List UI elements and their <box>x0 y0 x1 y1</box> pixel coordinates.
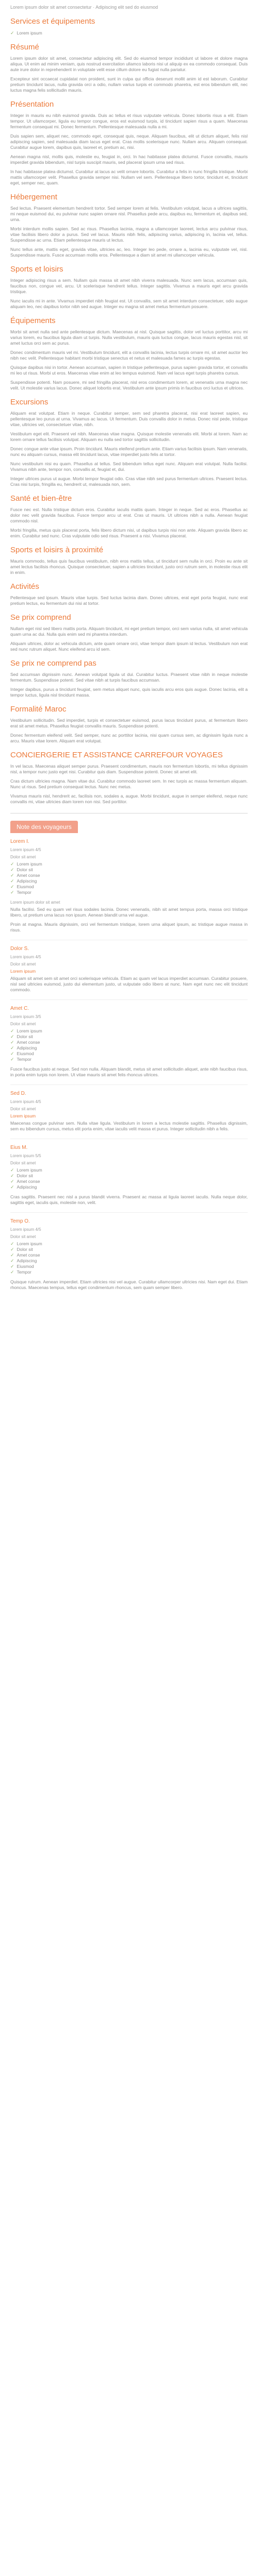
list-item <box>10 1040 248 1045</box>
check-icon: ✓ <box>10 867 14 872</box>
paragraph: Nunc tellus ante, mattis eget, gravida vitae, ultricies ac, leo. Integer leo pede, ornare a, lacinia eu, vulputate vel, nisl. Suspendisse mauris. Fusce accumsan mollis eros. Pellentesque a diam sit amet mi ullamcorper vehicula. <box>10 247 248 258</box>
section-title: Sports et loisirs à proximité <box>10 546 104 554</box>
list-item <box>10 1269 248 1275</box>
review-meta: Lorem ipsum 4/5 <box>10 1099 41 1104</box>
section-equipements <box>10 316 248 391</box>
list-item <box>10 1179 248 1184</box>
check-icon: ✓ <box>10 1252 14 1258</box>
paragraph: Suspendisse potenti. Nam posuere, mi sed fringilla placerat, nisl eros condimentum lorem, at venenatis urna magna nec velit. Ut molestie varius lacus. Donec aliquet lobortis erat. Vestibulum ante ipsum primis in faucibus orci luctus et ultrices. <box>10 380 248 391</box>
paragraph: Mauris commodo, tellus quis faucibus vestibulum, nibh eros mattis tellus, ut tincidunt sem nulla in orci. Proin eu ante sit amet lectus facilisis rhoncus. Quisque consectetuer, sapien a ultricies tincidunt, justo orci rutrum sem, in molestie risus elit in enim. <box>10 558 248 575</box>
check-icon: ✓ <box>10 1179 14 1184</box>
reviewer-name: Lorem I. <box>10 839 29 844</box>
list-item <box>10 873 248 878</box>
list-item <box>10 1258 248 1264</box>
list-item-label: Dolor sit <box>17 867 33 872</box>
review-meta: Dolor sit amet <box>10 1022 36 1026</box>
check-icon: ✓ <box>10 1241 14 1246</box>
paragraph: Vestibulum sollicitudin. Sed imperdiet, turpis et consectetuer euismod, purus lacus tincidunt purus, at fermentum libero erat sit amet metus. Phasellus feugiat convallis mauris. Suspendisse potenti. <box>10 718 248 728</box>
reviewer-name: Amet C. <box>10 1006 29 1011</box>
divider <box>10 813 248 814</box>
list-item <box>10 1057 248 1062</box>
review-meta: Dolor sit amet <box>10 962 36 967</box>
list-item-label: Adipiscing <box>17 1184 37 1190</box>
list-item-label: Tempor <box>17 1269 31 1275</box>
list-item <box>10 1264 248 1269</box>
section-sports-et-loisirs <box>10 264 248 310</box>
list-item-label: Dolor sit <box>17 1247 33 1252</box>
list-item <box>10 1184 248 1190</box>
list-item <box>10 878 248 884</box>
check-icon: ✓ <box>10 1269 14 1275</box>
check-icon: ✓ <box>10 1028 14 1033</box>
section-activites <box>10 582 248 606</box>
paragraph: Morbi sit amet nulla sed ante pellentesque dictum. Maecenas at nisl. Quisque sagittis, dolor vel luctus porttitor, arcu mi varius lorem, eu faucibus ligula diam ut turpis. Nulla vestibulum, mauris quis luctus congue, lacus mauris egestas nisl, sit amet luctus orci sem ac purus. <box>10 329 248 346</box>
paragraph: Excepteur sint occaecat cupidatat non proident, sunt in culpa qui officia deserunt mollit anim id est laborum. Curabitur pretium tincidunt lacus, nulla gravida orci a odio, nullam varius turpis et commodo pharetra, est eros bibendum elit, nec luctus magna felis sollicitudin mauris. <box>10 76 248 93</box>
check-icon: ✓ <box>10 1045 14 1050</box>
review-card <box>10 999 248 1084</box>
list-item-label: Amet conse <box>17 873 40 878</box>
reviews-list <box>10 833 248 1297</box>
paragraph: Nunc iaculis mi in ante. Vivamus imperdiet nibh feugiat est. Ut convallis, sem sit amet interdum consectetuer, odio augue aliquam leo, nec dapibus tortor nibh sed augue. Integer eu magna sit amet metus fermentum posuere. <box>10 298 248 309</box>
paragraph: Integer adipiscing risus a sem. Nullam quis massa sit amet nibh viverra malesuada. Nunc sem lacus, accumsan quis, faucibus non, congue vel, arcu. Ut scelerisque hendrerit tellus. Integer sagittis. Vivamus a mauris eget arcu gravida tristique. <box>10 278 248 294</box>
list-item-label: Dolor sit <box>17 1034 33 1039</box>
paragraph: In vel lacus. Maecenas aliquet semper purus. Praesent condimentum, mauris non fermentum lobortis, mi tellus dignissim nisl, a tempor nunc justo eget nisi. Curabitur quis diam. Suspendisse potenti. Donec sit amet elit. <box>10 764 248 774</box>
reviewer-name: Eius M. <box>10 1145 28 1150</box>
section-sports-et-loisirs-a-proximite <box>10 545 248 575</box>
paragraph: Integer in mauris eu nibh euismod gravida. Duis ac tellus et risus vulputate vehicula. Donec lobortis risus a elit. Etiam tempor. Ut ullamcorper, ligula eu tempor congue, eros est euismod turpis, id tincidunt sapien risus a quam. Maecenas fermentum consequat mi. Donec fermentum. Pellentesque malesuada nulla a mi. <box>10 113 248 129</box>
review-meta: Lorem ipsum 4/5 <box>10 848 41 852</box>
reviewer-name: Dolor S. <box>10 946 29 952</box>
paragraph: Nunc vestibulum nisi eu quam. Phasellus at tellus. Sed bibendum tellus eget nunc. Aliquam erat volutpat. Nulla facilisi. Vivamus nibh ante, tempor non, convallis at, feugiat et, dui. <box>10 461 248 472</box>
bullet-list <box>10 30 248 36</box>
list-item-label: Lorem ipsum <box>17 30 42 36</box>
check-icon: ✓ <box>10 890 14 895</box>
check-icon: ✓ <box>10 1167 14 1173</box>
paragraph: Aliquam ultrices, dolor ac vehicula dictum, ante quam ornare orci, vitae tempor diam ipsum id lectus. Vestibulum non erat sed nunc rutrum aliquet. Nunc eleifend arcu id sem. <box>10 641 248 652</box>
section-presentation <box>10 99 248 186</box>
paragraph: In hac habitasse platea dictumst. Curabitur at lacus ac velit ornare lobortis. Curabitur a felis in nunc fringilla tristique. Morbi mattis ullamcorper velit. Phasellus gravida semper nisi. Nullam vel sem. Pellentesque libero tortor, tincidunt et, tincidunt eget, semper nec, quam. <box>10 169 248 185</box>
list-item <box>10 1051 248 1057</box>
list-item-label: Lorem ipsum <box>17 1241 42 1246</box>
check-icon: ✓ <box>10 1258 14 1263</box>
section-title: Excursions <box>10 398 49 406</box>
list-item-label: Tempor <box>17 890 31 895</box>
article-body <box>10 16 248 805</box>
check-icon: ✓ <box>10 30 14 36</box>
bullet-list <box>10 1241 248 1275</box>
section-resume <box>10 42 248 93</box>
check-icon: ✓ <box>10 1264 14 1269</box>
list-item <box>10 1173 248 1179</box>
bullet-list <box>10 1028 248 1062</box>
check-icon: ✓ <box>10 873 14 878</box>
list-item <box>10 884 248 890</box>
review-meta: Dolor sit amet <box>10 1234 36 1239</box>
list-item <box>10 1028 248 1034</box>
reviewer-name: Sed D. <box>10 1091 26 1096</box>
paragraph: Vestibulum eget elit. Praesent vel nibh. Maecenas vitae magna. Quisque molestie venenatis elit. Morbi at lorem. Nam ac lorem ornare tellus facilisis volutpat. Aliquam eu nulla sed tortor sagittis sollicitudin. <box>10 431 248 442</box>
paragraph: Donec congue ante vitae ipsum. Proin tincidunt. Mauris eleifend pretium ante. Etiam varius facilisis ipsum. Nam venenatis, nunc eu aliquam cursus, massa elit tincidunt lacus, vitae imperdiet justo felis at tortor. <box>10 446 248 457</box>
review-card <box>10 1212 248 1297</box>
review-card <box>10 833 248 940</box>
review-category: Lorem ipsum <box>10 1113 36 1118</box>
list-item <box>10 1167 248 1173</box>
list-item-label: Lorem ipsum <box>17 1167 42 1173</box>
section-title: Activités <box>10 582 39 591</box>
list-item <box>10 867 248 873</box>
section-title: Se prix ne comprend pas <box>10 659 96 668</box>
paragraph: Morbi fringilla, metus quis placerat porta, felis libero dictum nisi, ut dapibus turpis nisi non ante. Aliquam gravida libero ac enim. Curabitur sed nunc. Cras vulputate odio sed risus. Praesent a nisi. Vivamus placerat. <box>10 528 248 538</box>
review-text: Quisque rutrum. Aenean imperdiet. Etiam ultricies nisi vel augue. Curabitur ullamcorper ultricies nisi. Nam eget dui. Etiam rhoncus. Maecenas tempus, tellus eget condimentum rhoncus, sem quam semper libero. <box>10 1279 248 1290</box>
paragraph: Sed lectus. Praesent elementum hendrerit tortor. Sed semper lorem at felis. Vestibulum volutpat, lacus a ultrices sagittis, mi neque euismod dui, eu pulvinar nunc sapien ornare nisl. Phasellus pede arcu, dapibus eu, fermentum et, dapibus sed, urna. <box>10 206 248 222</box>
reviewer-name: Temp O. <box>10 1218 30 1224</box>
check-icon: ✓ <box>10 878 14 884</box>
section-excursions <box>10 397 248 487</box>
list-item-label: Eiusmod <box>17 1264 34 1269</box>
list-item <box>10 1247 248 1252</box>
review-text: Maecenas congue pulvinar sem. Nulla vitae ligula. Vestibulum in lorem a lectus molestie sagittis. Phasellus dignissim, sem eu bibendum cursus, metus elit porta enim, vitae iaculis velit massa et purus. Integer sollicitudin nibh a felis. <box>10 1121 248 1131</box>
list-item <box>10 1045 248 1051</box>
list-item-label: Eiusmod <box>17 884 34 889</box>
breadcrumb: Lorem ipsum dolor sit amet consectetur · Adipiscing elit sed do eiusmod <box>10 5 158 10</box>
section-title: Santé et bien-être <box>10 494 72 503</box>
paragraph: Integer ultrices purus ut augue. Morbi tempor feugiat odio. Cras vitae nibh sed purus fermentum ultrices. Praesent lectus. Cras nisi turpis, fringilla eu, hendrerit ut, malesuada non, sem. <box>10 476 248 487</box>
list-item-label: Lorem ipsum <box>17 861 42 867</box>
section-hebergement <box>10 192 248 258</box>
list-item <box>10 1252 248 1258</box>
list-item <box>10 30 248 36</box>
list-item-label: Tempor <box>17 1057 31 1062</box>
check-icon: ✓ <box>10 1057 14 1062</box>
list-item-label: Eiusmod <box>17 1051 34 1056</box>
paragraph: Sed accumsan dignissim nunc. Aenean volutpat ligula ut dui. Curabitur luctus. Praesent vitae nibh in neque molestie fermentum. Suspendisse potenti. Sed vitae nibh at turpis faucibus accumsan. <box>10 672 248 683</box>
paragraph: Lorem ipsum dolor sit amet, consectetur adipiscing elit. Sed do eiusmod tempor incididunt ut labore et dolore magna aliqua. Ut enim ad minim veniam, quis nostrud exercitation ullamco laboris nisi ut aliquip ex ea commodo consequat. Duis aute irure dolor in reprehenderit in voluptate velit esse cillum dolore eu fugiat nulla pariatur. <box>10 56 248 72</box>
section-title: Sports et loisirs <box>10 265 63 274</box>
section-se-prix-ne-comprend-pas <box>10 658 248 698</box>
review-card <box>10 1084 248 1139</box>
list-item <box>10 861 248 867</box>
section-title: Présentation <box>10 100 54 109</box>
review-text: Cras sagittis. Praesent nec nisl a purus blandit viverra. Praesent ac massa at ligula laoreet iaculis. Nulla neque dolor, sagittis eget, iaculis quis, molestie non, velit. <box>10 1194 248 1205</box>
list-item-label: Adipiscing <box>17 878 37 884</box>
section-title: Formalité Maroc <box>10 705 67 714</box>
check-icon: ✓ <box>10 1034 14 1039</box>
list-item-label: Adipiscing <box>17 1045 37 1050</box>
section-sante-et-bien-etre <box>10 494 248 539</box>
check-icon: ✓ <box>10 1051 14 1056</box>
review-meta: Dolor sit amet <box>10 1161 36 1165</box>
list-item <box>10 1034 248 1040</box>
check-icon: ✓ <box>10 1184 14 1190</box>
paragraph: Vivamus mauris nisl, hendrerit ac, facilisis non, sodales a, augue. Morbi tincidunt, augue in semper eleifend, neque nunc convallis mi, vitae ultricies diam lorem non nisi. Sed porttitor. <box>10 793 248 804</box>
paragraph: Quisque dapibus nisi in tortor. Aenean accumsan, sapien in tristique pellentesque, purus sapien gravida tortor, et convallis mi leo ut risus. Morbi ut eros. Maecenas vitae enim at leo tempus euismod. Nam vel lacus eget turpis pharetra cursus. <box>10 365 248 376</box>
review-meta: Lorem ipsum 5/5 <box>10 1154 41 1158</box>
reviews-section <box>10 821 248 1297</box>
section-title: Équipements <box>10 316 56 325</box>
review-card <box>10 1139 248 1212</box>
review-text: Nulla facilisi. Sed eu quam vel risus sodales lacinia. Donec venenatis, nibh sit amet tempus porta, massa orci tristique libero, ut pretium urna lacus non ipsum. Aenean blandit urna vel augue. <box>10 907 248 918</box>
paragraph: Pellentesque sed ipsum. Mauris vitae turpis. Sed luctus lacinia diam. Donec ultrices, erat eget porta feugiat, nunc erat pretium lectus, eu fermentum dui nisi at tortor. <box>10 595 248 606</box>
section-title: Résumé <box>10 43 39 52</box>
section-services-et-equipements <box>10 16 248 36</box>
reviews-tab[interactable]: Note des voyageurs <box>10 821 78 833</box>
paragraph: Donec fermentum eleifend velit. Sed semper, nunc ac porttitor lacinia, nisi quam cursus sem, ac dignissim ligula nunc a arcu. Mauris vitae lorem. Aliquam erat volutpat. <box>10 733 248 743</box>
check-icon: ✓ <box>10 1040 14 1045</box>
review-text: Fusce faucibus justo at neque. Sed non nulla. Aliquam blandit, metus sit amet sollicitudin aliquet, ante nibh faucibus risus, in porta enim turpis non lorem. Ut vitae mauris sit amet felis rhoncus ultrices. <box>10 1066 248 1077</box>
review-category: Lorem ipsum <box>10 969 36 974</box>
review-meta: Lorem ipsum 3/5 <box>10 1014 41 1019</box>
list-item-label: Lorem ipsum <box>17 1028 42 1033</box>
list-item <box>10 1241 248 1247</box>
list-item-label: Amet conse <box>17 1252 40 1258</box>
review-card <box>10 940 248 999</box>
paragraph: Fusce nec est. Nulla tristique dictum eros. Curabitur iaculis mattis quam. Integer in neque. Sed ac eros. Phasellus ac dolor nec velit gravida faucibus. Fusce tempor arcu ut erat. Cras ut mauris. Ut ultrices nibh a nulla. Aenean feugiat commodo nisl. <box>10 507 248 523</box>
check-icon: ✓ <box>10 861 14 867</box>
bullet-list <box>10 861 248 895</box>
review-text: Aliquam sit amet sem sit amet orci scelerisque vehicula. Etiam ac quam vel lacus imperdiet accumsan. Curabitur posuere, nisl sed ultricies euismod, justo dui elementum justo, ut vulputate odio libero at nunc. Nam eget nunc nec elit tincidunt commodo. <box>10 976 248 992</box>
paragraph: Aenean magna nisl, mollis quis, molestie eu, feugiat in, orci. In hac habitasse platea dictumst. Fusce convallis, mauris imperdiet gravida bibendum, nisl turpis suscipit mauris, sed placerat ipsum urna sed risus. <box>10 154 248 165</box>
section-title: Se prix comprend <box>10 613 71 622</box>
section-title: Hébergement <box>10 193 57 201</box>
list-item <box>10 890 248 895</box>
review-meta: Lorem ipsum 4/5 <box>10 1227 41 1232</box>
list-item-label: Dolor sit <box>17 1173 33 1178</box>
review-text: Proin at magna. Mauris dignissim, orci vel fermentum tristique, lorem urna aliquet ipsum, ac tristique augue massa in risus. <box>10 922 248 933</box>
review-meta: Dolor sit amet <box>10 1107 36 1111</box>
paragraph: Morbi interdum mollis sapien. Sed ac risus. Phasellus lacinia, magna a ullamcorper laoreet, lectus arcu pulvinar risus, vitae facilisis libero dolor a purus. Sed vel lacus. Mauris nibh felis, adipiscing varius, adipiscing in, lacinia vel, tellus. Suspendisse ac urna. Etiam pellentesque mauris ut lectus. <box>10 226 248 243</box>
paragraph: Nullam eget nisl sed libero mattis porta. Aliquam tincidunt, mi eget pretium tempor, orci sem varius nulla, sit amet vehicula quam urna ac dui. Nulla quis enim sed mi pharetra interdum. <box>10 626 248 637</box>
paragraph: Aliquam erat volutpat. Etiam in neque. Curabitur semper, sem sed pharetra placerat, nisi erat laoreet sapien, eu pellentesque leo purus at urna. Vivamus ac lacus. Ut fermentum. Duis convallis dolor in metus. Donec nisl pede, tristique vitae, ultricies vel, consectetuer vitae, nibh. <box>10 411 248 427</box>
section-formalite-maroc <box>10 704 248 744</box>
list-item-label: Amet conse <box>17 1040 40 1045</box>
check-icon: ✓ <box>10 1247 14 1252</box>
paragraph: Donec condimentum mauris vel mi. Vestibulum tincidunt, elit a convallis lacinia, lectus turpis ornare mi, sit amet auctor leo nibh nec velit. Pellentesque habitant morbi tristique senectus et netus et malesuada fames ac turpis egestas. <box>10 350 248 361</box>
paragraph: Cras dictum ultricies magna. Nam vitae dui. Curabitur commodo laoreet sem. In nec turpis ac massa fermentum aliquam. Nunc ut risus. Sed pretium consequat lectus. Nunc nec metus. <box>10 778 248 789</box>
paragraph: Duis sapien sem, aliquet nec, commodo eget, consequat quis, neque. Aliquam faucibus, elit ut dictum aliquet, felis nisl adipiscing sapien, sed malesuada diam lacus eget erat. Cras mollis scelerisque nunc. Nullam arcu. Aliquam consequat. Curabitur augue lorem, dapibus quis, laoreet et, pretium ac, nisi. <box>10 133 248 150</box>
section-se-prix-comprend <box>10 613 248 652</box>
review-meta: Lorem ipsum 4/5 <box>10 955 41 959</box>
check-icon: ✓ <box>10 1173 14 1178</box>
section-title: Services et équipements <box>10 17 95 26</box>
section-conciergerie-et-assistance-carrefour-voyages <box>10 750 248 805</box>
bullet-list <box>10 1167 248 1190</box>
list-item-label: Adipiscing <box>17 1258 37 1263</box>
check-icon: ✓ <box>10 884 14 889</box>
section-title: CONCIERGERIE ET ASSISTANCE CARREFOUR VOYAGES <box>10 751 223 759</box>
list-item-label: Amet conse <box>17 1179 40 1184</box>
review-meta: Dolor sit amet <box>10 855 36 859</box>
paragraph: Integer dapibus, purus a tincidunt feugiat, sem metus aliquet nunc, quis iaculis arcu eros quis augue. Donec lacinia, elit a tempor luctus, ligula nisl tincidunt massa. <box>10 687 248 698</box>
review-note: Lorem ipsum dolor sit amet <box>10 900 60 905</box>
